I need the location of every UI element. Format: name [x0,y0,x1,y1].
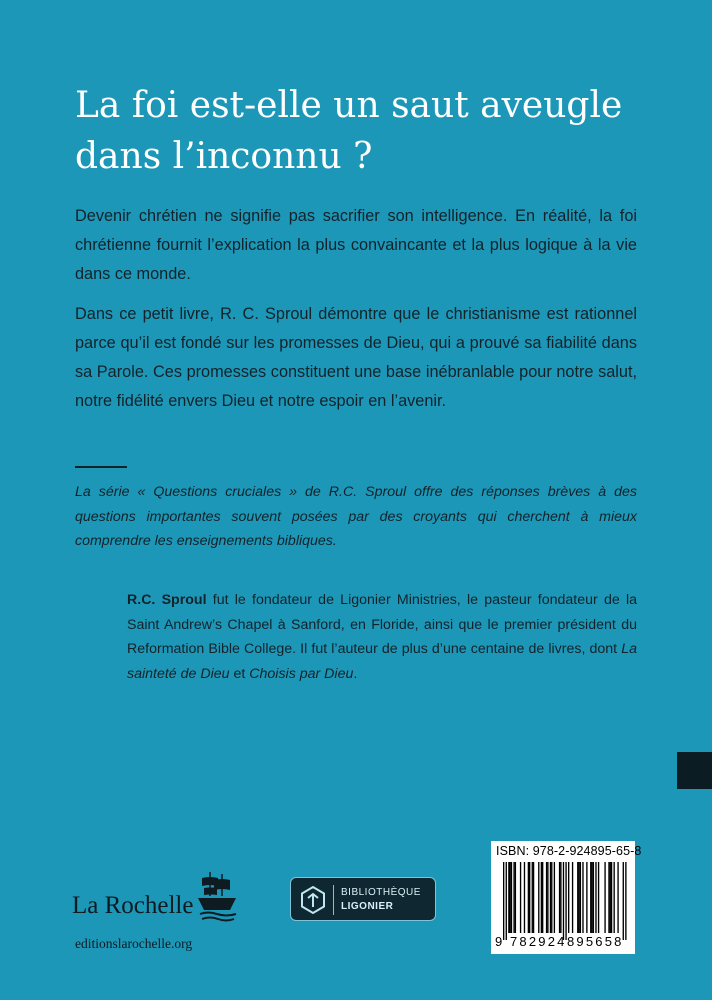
barcode-bar [559,862,560,933]
barcode-bar [547,862,548,933]
barcode-bar [550,862,551,933]
barcode-bar [551,862,552,933]
blurb-paragraph-1: Devenir chrétien ne signifie pas sacrifier son intelligence. En réalité, la foi chrétienne fournit l’explication la plus convaincante et la plus logique à la vie dans ce monde. [75,207,637,283]
badge-divider [333,885,334,915]
barcode-bar [593,862,594,933]
edge-tab-marker [677,752,712,789]
barcode-bar [506,862,507,940]
barcode-bar [617,862,618,933]
barcode-bar [546,862,547,933]
barcode-bar [580,862,581,933]
barcode-bar [598,862,599,933]
barcode-bar [532,862,533,933]
badge-label-line-1: BIBLIOTHÈQUE [341,887,421,898]
barcode-bar [608,862,609,933]
barcode-bar [513,862,514,933]
ligonier-mark-icon [299,885,327,915]
barcode-bar [554,862,555,933]
barcode-bar [578,862,579,933]
barcode-bar [508,862,509,933]
section-divider [75,466,127,468]
author-bio-text-1: fut le fondateur de Ligonier Ministries, le pasteur fondateur de la Saint Andrew’s Chapel à Sanford, en Floride, ainsi que le premier président du Reformation Bible College. Il fut l’auteur de plus d’une centaine de livres, dont [127,592,637,657]
barcode-bar [565,862,566,940]
barcode-bar [533,862,534,933]
publisher-name: La Rochelle [72,892,194,919]
barcode-bar [529,862,530,933]
barcode-bar [614,862,615,933]
isbn-label: ISBN: 978-2-924895-65-8 [496,844,642,858]
blurb-paragraph-2: Dans ce petit livre, R. C. Sproul démontre que le christianisme est rationnel parce qu’il est fondé sur les promesses de Dieu, qui a prouvé sa fiabilité dans sa Parole. Ces promesses constituent une base inébranlable pour notre salut, notre fidélité envers Dieu et notre espoir en l’avenir. [75,305,637,410]
barcode-bar [623,862,624,940]
barcode-bar [577,862,578,933]
ligonier-badge [290,877,436,921]
ean-first-digit: 9 [495,934,503,949]
barcode-bar [563,862,564,940]
ean-right-group: 895658 [567,934,624,949]
barcode-bar [503,862,504,940]
barcode-bar [520,862,521,933]
barcode-bar [524,862,525,933]
badge-label-line-2: LIGONIER [341,901,394,912]
barcode-bar [511,862,512,933]
barcode-bar [560,862,561,933]
back-cover-title: La foi est-elle un saut aveugle dans l’inconnu ? [75,85,623,177]
barcode-bar [528,862,529,933]
ean-left-group: 782924 [510,934,567,949]
barcode-bar [595,862,596,933]
barcode-bar [582,862,583,933]
barcode-bar [542,862,543,933]
author-bio-text-2: et [229,665,250,682]
author-bio [127,588,637,686]
series-description: La série « Questions cruciales » de R.C. Sproul offre des réponses brèves à des questions importantes souvent posées par des croyants qui cherchent à mieux comprendre les enseignements bibliques. [75,484,637,549]
barcode-bar [510,862,511,933]
barcode-bar [515,862,516,933]
barcode-bar [538,862,539,933]
author-bio-text-3: . [353,665,358,682]
barcode-bar [586,862,587,933]
barcode-bar [541,862,542,933]
book-title-1: La sainteté de Dieu [127,641,637,682]
book-title-2: Choisis par Dieu [249,665,354,682]
author-name: R.C. Sproul [127,592,207,608]
barcode-bar [590,862,591,933]
ship-icon [196,868,238,924]
publisher-url: editionslarochelle.org [75,936,193,951]
barcode-bar [625,862,626,940]
barcode-bar [568,862,569,933]
barcode-bar [591,862,592,933]
barcode-bar [572,862,573,933]
barcode-bar [610,862,611,933]
isbn-barcode [491,841,642,954]
barcode-bar [604,862,605,933]
barcode-bar [611,862,612,933]
